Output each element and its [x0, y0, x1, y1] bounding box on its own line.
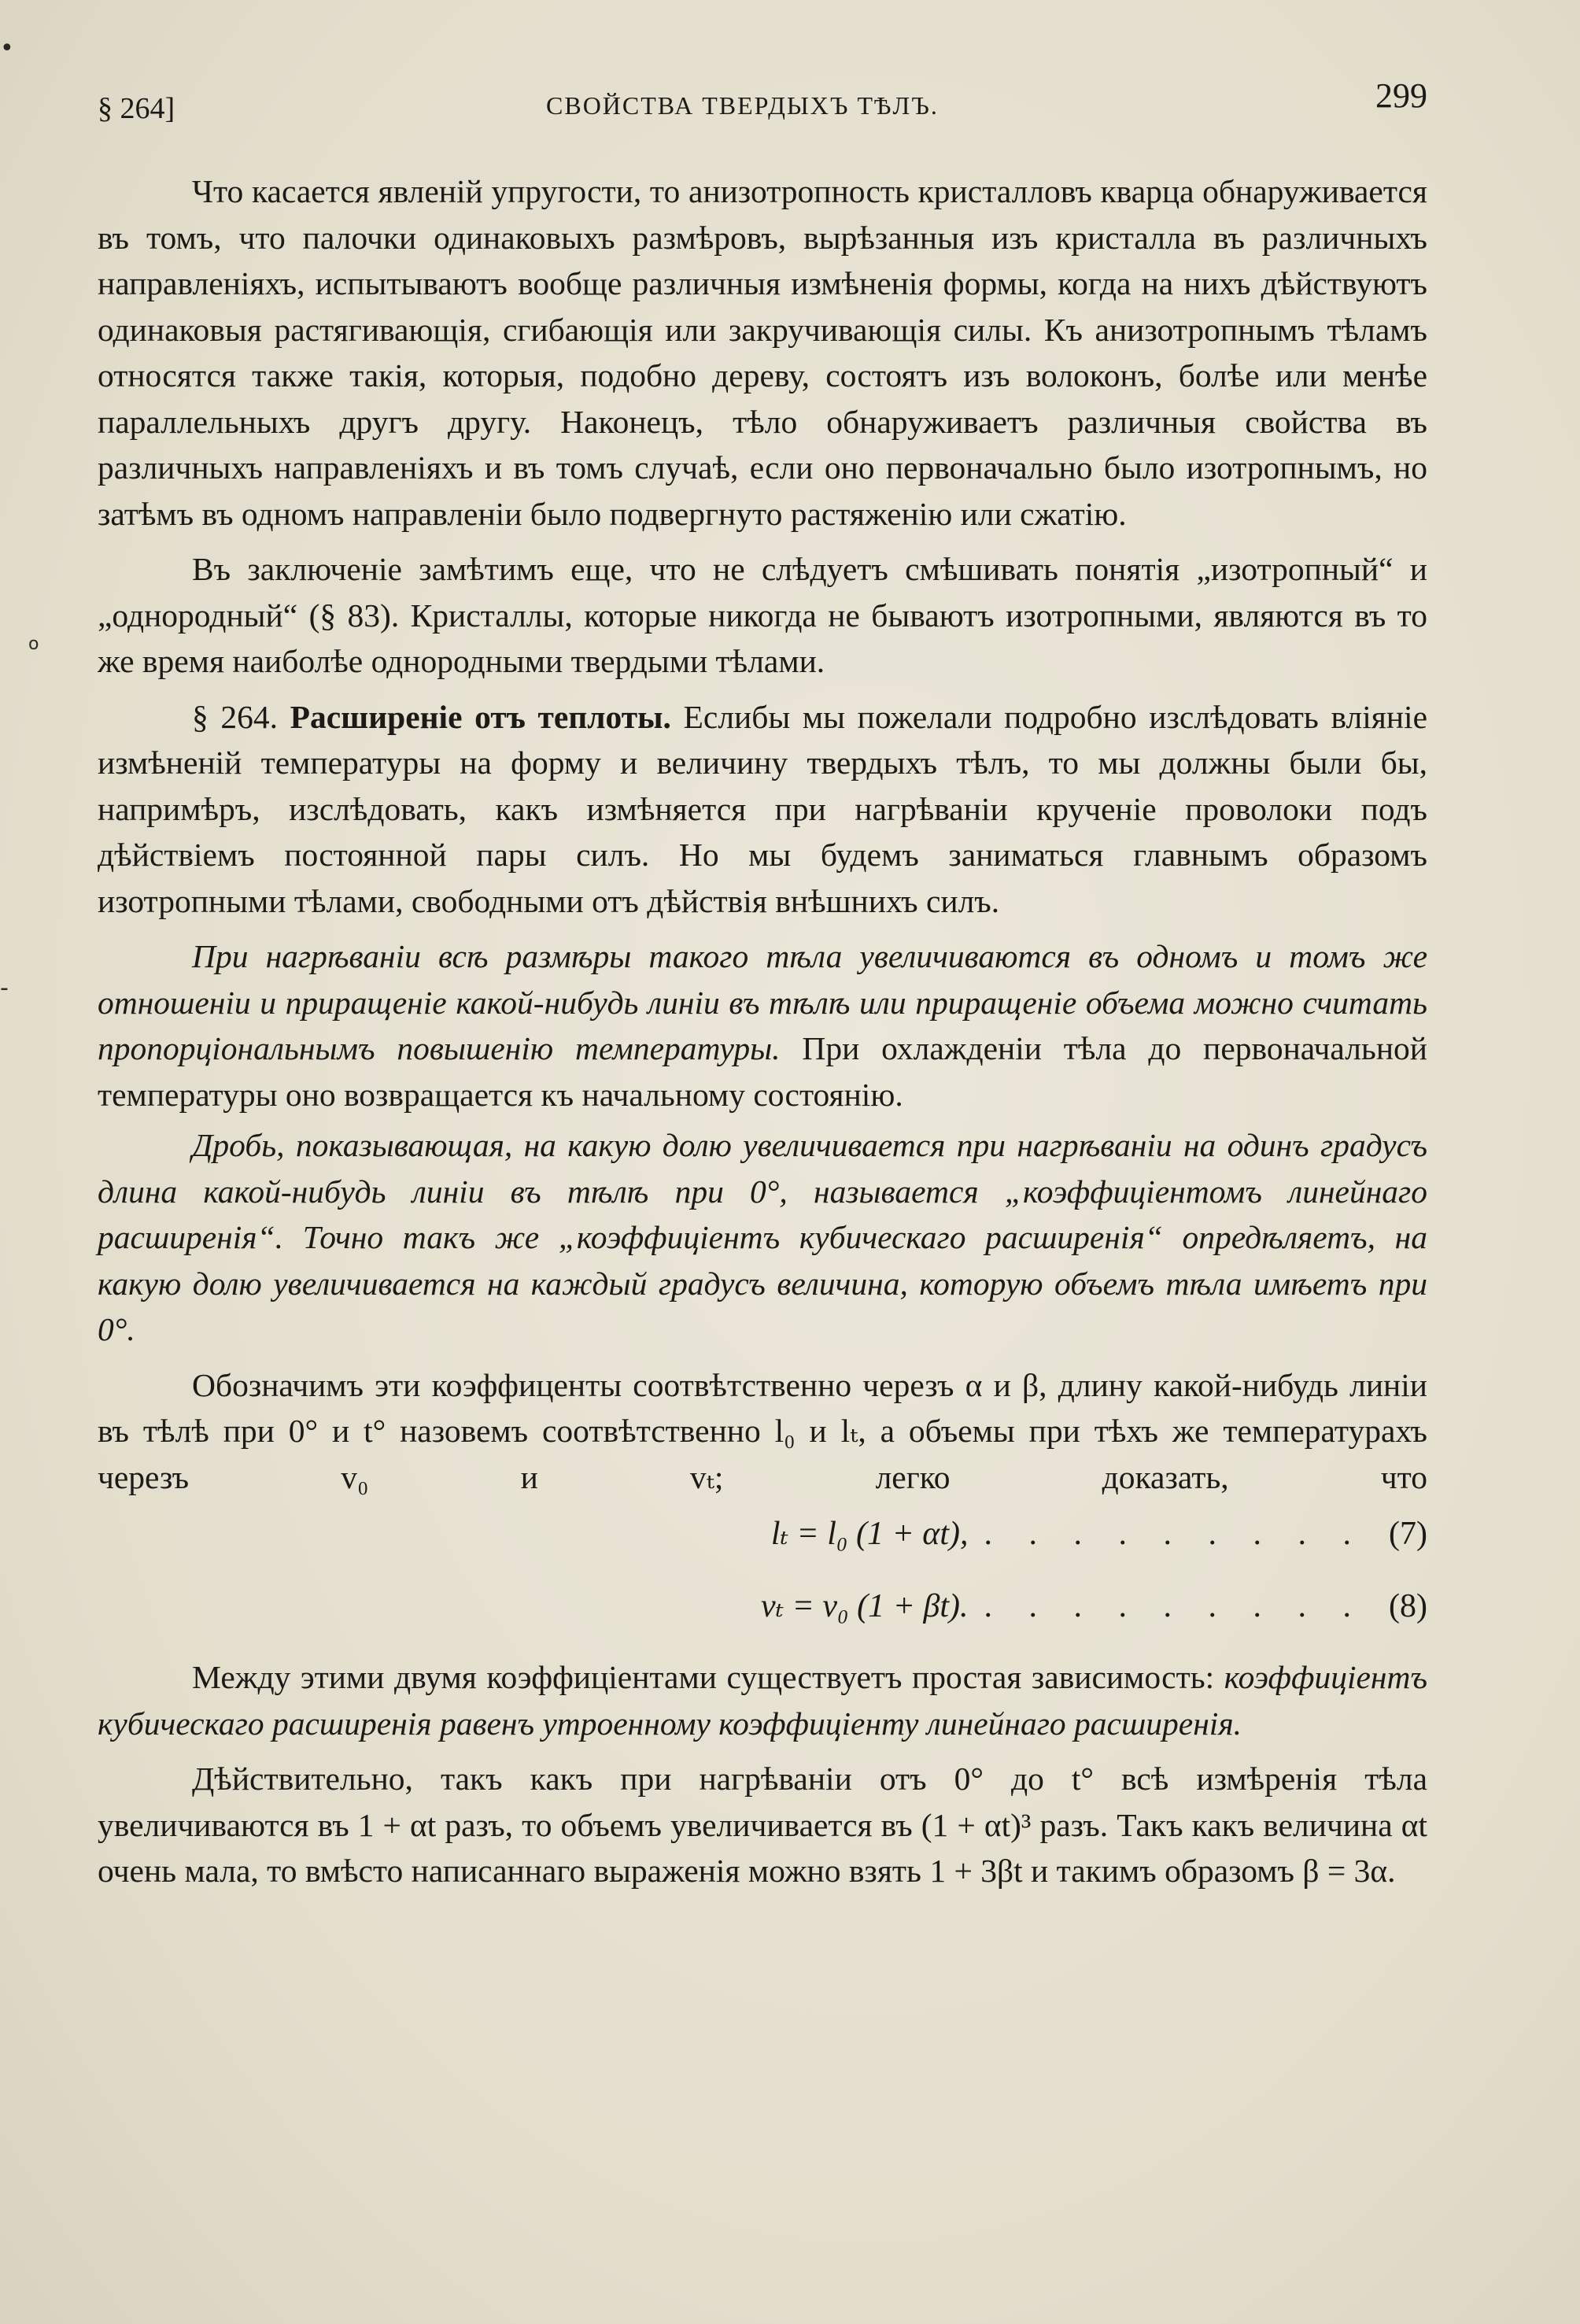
paragraph-anisotropy-elasticity: Что касается явленій упругости, то анизотропность кристалловъ кварца обнаруживается въ томъ, что палочки одинаковыхъ размѣровъ, вырѣзанныя изъ кристалла въ различныхъ направленіяхъ, испытываютъ вообще различныя измѣненія формы, когда на нихъ дѣйствуютъ одинаковыя растягивающія, сгибающія или закручивающія силы. Къ анизотропнымъ тѣламъ относятся также такія, которыя, подобно дереву, состоятъ изъ волоконъ, болѣе или менѣе параллельныхъ другъ другу. Наконецъ, тѣло обнаруживаетъ различныя свойства въ различныхъ направленіяхъ и въ томъ случаѣ, если оно первоначально было изотропнымъ, но затѣмъ въ одномъ направленіи было подвергнуто растяженію или сжатію.	[98, 173, 1427, 532]
paragraph-coefficient-definition: Дробь, показывающая, на какую долю увеличивается при нагрѣваніи на одинъ градусъ длина какой-нибудь линіи въ тѣлѣ при 0°, называется „коэффиціентомъ линейнаго расширенія“. Точно такъ же „коэффиціентъ кубическаго расширенія“ опредѣляетъ, на какую долю увеличивается на каждый градусъ величина, которую объемъ тѣла имѣетъ при 0°.	[98, 1127, 1427, 1347]
formula-8	[98, 1583, 1427, 1645]
section-number: § 264.	[192, 698, 290, 735]
section-heading: Расширеніе отъ теплоты.	[290, 698, 671, 735]
paragraph-notation: Обозначимъ эти коэффиценты соотвѣтственно черезъ α и β, длину какой-нибудь линіи въ тѣлѣ при 0° и t° назовемъ соотвѣтственно l₀ и lₜ, а объемы при тѣхъ же температурахъ черезъ v₀ и vₜ; легко доказать, что	[98, 1366, 1427, 1495]
paragraph-relation: Между этими двумя коэффиціентами существуетъ простая зависимость: коэффиціентъ кубическаго расширенія равенъ утроенному коэффиціенту линейнаго расширенія.	[98, 1659, 1427, 1742]
margin-circle-mark: o	[28, 634, 39, 654]
running-header	[98, 76, 1427, 139]
header-section-ref: § 264]	[98, 92, 175, 125]
paragraph-proof: Дѣйствительно, такъ какъ при нагрѣваніи отъ 0° до t° всѣ измѣренія тѣла увеличиваются въ 1 + αt разъ, то объемъ увеличивается въ (1 + αt)³ разъ. Такъ какъ величина αt очень мала, то вмѣсто написаннаго выраженія можно взять 1 + 3βt и такимъ образомъ β = 3α.	[98, 1761, 1427, 1889]
formula-8-expression: vₜ = v₀ (1 + βt).	[761, 1588, 969, 1624]
formula-7	[98, 1511, 1427, 1572]
margin-dot-mark: •	[0, 35, 14, 62]
formula-8-leader: . . . . . . . . .	[984, 1588, 1366, 1624]
paragraph-isotropy-note: Въ заключеніе замѣтимъ еще, что не слѣдуетъ смѣшивать понятія „изотропный“ и „однородный“ (§ 83). Кристаллы, которые никогда не бываютъ изотропными, являются въ то же время наиболѣе однородными твердыми тѣлами.	[98, 551, 1427, 679]
section-264-intro: § 264. Расширеніе отъ теплоты. Еслибы мы пожелали подробно изслѣдовать вліяніе измѣненій температуры на форму и величину твердыхъ тѣлъ, то мы должны были бы, напримѣръ, изслѣдовать, какъ измѣняется при нагрѣваніи крученіе проволоки подъ дѣйствіемъ постоянной пары силъ. Но мы будемъ заниматься главнымъ образомъ изотропными тѣлами, свободными отъ дѣйствія внѣшнихъ силъ.	[98, 698, 1428, 919]
page-body	[98, 168, 1427, 1894]
formula-7-number: (7)	[1389, 1516, 1427, 1552]
header-title: СВОЙСТВА ТВЕРДЫХЪ ТѢЛЪ.	[546, 91, 939, 120]
formula-7-expression: lₜ = l₀ (1 + αt),	[770, 1516, 969, 1552]
paragraph-heating-law: При нагрѣваніи всѣ размѣры такого тѣла увеличиваются въ одномъ и томъ же отношеніи и приращеніе какой-нибудь линіи въ тѣлѣ или приращеніе объема можно считать пропорціональнымъ повышенію температуры. При охлажденіи тѣла до первоначальной температуры оно возвращается къ начальному состоянію.	[98, 938, 1427, 1113]
page-number: 299	[1375, 76, 1427, 115]
formula-8-number: (8)	[1389, 1588, 1427, 1624]
margin-dash-mark: -	[0, 974, 9, 1002]
formula-7-leader: . . . . . . . . .	[984, 1516, 1366, 1552]
